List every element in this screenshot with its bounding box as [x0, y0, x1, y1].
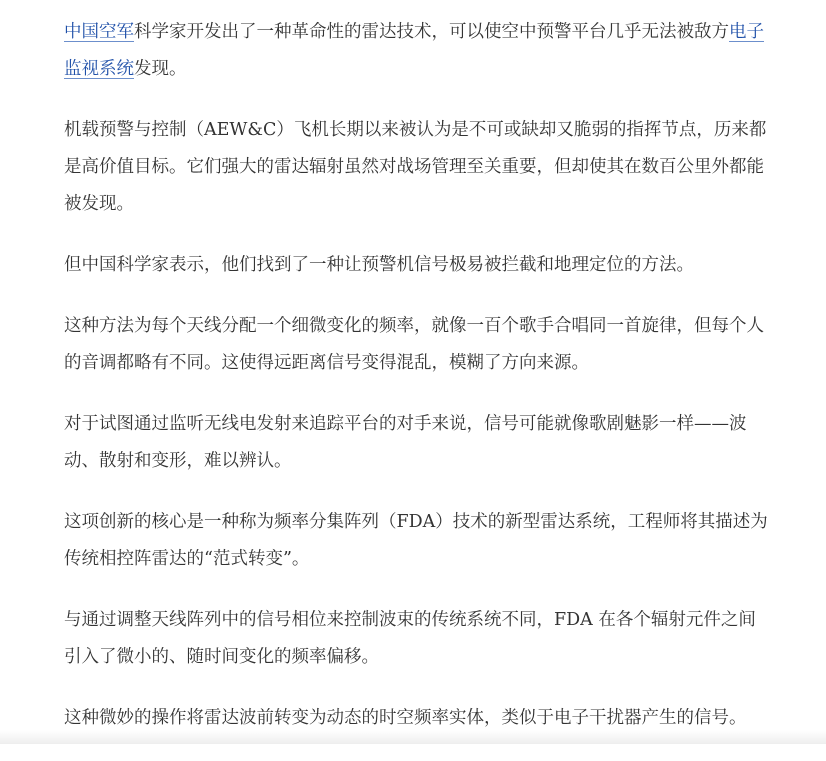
- article-body: [64, 14, 770, 761]
- link-electronic-surveillance[interactable]: 电子监视系统: [64, 22, 764, 79]
- paragraph-1-text-a: 科学家开发出了一种革命性的雷达技术，可以使空中预警平台几乎无法被敌方: [134, 22, 729, 42]
- paragraph-5: 对于试图通过监听无线电发射来追踪平台的对手来说，信号可能就像歌剧魅影一样——波动、散射和变形，难以辨认。: [64, 414, 747, 471]
- paragraph-4: 这种方法为每个天线分配一个细微变化的频率，就像一百个歌手合唱同一首旋律，但每个人的音调都略有不同。这使得远距离信号变得混乱，模糊了方向来源。: [64, 316, 764, 373]
- paragraph-1: [64, 14, 770, 88]
- paragraph-2: 机载预警与控制（AEW&C）飞机长期以来被认为是不可或缺却又脆弱的指挥节点，历来都是高价值目标。它们强大的雷达辐射虽然对战场管理至关重要，但却使其在数百公里外都能被发现。: [64, 120, 767, 214]
- paragraph-3: 但中国科学家表示，他们找到了一种让预警机信号极易被拦截和地理定位的方法。: [64, 255, 694, 275]
- paragraph-6: 这项创新的核心是一种称为频率分集阵列（FDA）技术的新型雷达系统，工程师将其描述为传统相控阵雷达的“范式转变”。: [64, 512, 768, 569]
- paragraph-1-text-b: 发现。: [134, 59, 187, 79]
- paragraph-7: 与通过调整天线阵列中的信号相位来控制波束的传统系统不同，FDA 在各个辐射元件之间引入了微小的、随时间变化的频率偏移。: [64, 610, 756, 667]
- bottom-fade-divider: [0, 730, 826, 744]
- link-chinese-air-force[interactable]: 中国空军: [64, 22, 134, 42]
- paragraph-8: 这种微妙的操作将雷达波前转变为动态的时空频率实体，类似于电子干扰器产生的信号。: [64, 708, 747, 728]
